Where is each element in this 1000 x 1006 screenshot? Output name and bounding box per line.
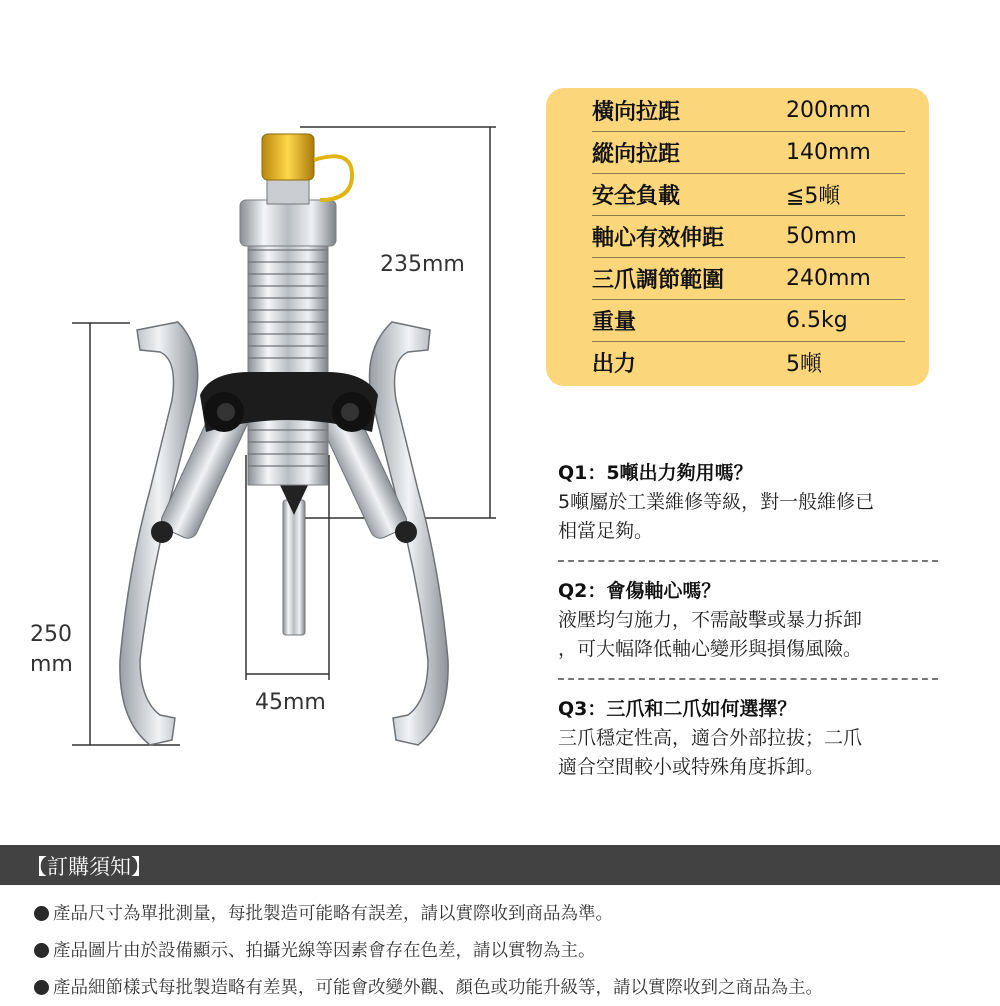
faq-answer-line: 相當足夠。 (558, 520, 654, 542)
faq-answer-line: ，可大幅降低軸心變形與損傷風險。 (558, 638, 863, 660)
spec-value: 5噸 (786, 352, 822, 377)
spec-value: 50mm (786, 224, 857, 249)
bullet-icon (34, 943, 49, 958)
reach-dimension-unit: mm (30, 652, 73, 677)
spec-key: 軸心有效伸距 (592, 226, 725, 251)
faq-answer-line: 液壓均勻施力，不需敲擊或暴力拆卸 (558, 609, 863, 631)
plunger-rod (283, 500, 305, 635)
spec-key: 出力 (592, 352, 637, 377)
faq-divider (558, 560, 938, 562)
faq-item (558, 576, 938, 678)
faq-answer-line: 三爪穩定性高，適合外部拉拔；二爪 (558, 727, 863, 749)
spec-key: 橫向拉距 (592, 100, 681, 125)
spec-row (592, 174, 905, 216)
faq-question: Q1：5噸出力夠用嗎？ (558, 462, 753, 484)
spec-row (592, 132, 905, 174)
faq-question: Q2：會傷軸心嗎？ (558, 580, 721, 602)
spec-value: 240mm (786, 266, 871, 291)
faq-item (558, 458, 938, 560)
spec-key: 縱向拉距 (592, 142, 681, 167)
notice-text: 產品圖片由於設備顯示、拍攝光線等因素會存在色差，請以實物為主。 (53, 940, 596, 961)
bullet-icon (34, 906, 49, 921)
spec-key: 重量 (592, 310, 637, 335)
spec-row (592, 216, 905, 258)
height-dimension-label: 235mm (380, 252, 465, 277)
notice-item (34, 932, 994, 969)
faq-section (558, 458, 938, 796)
spec-table (592, 90, 905, 383)
spec-value: 200mm (786, 98, 871, 123)
oil-cap (262, 134, 352, 204)
spec-row (592, 342, 905, 383)
spec-key: 安全負載 (592, 184, 681, 209)
spec-value: ≦5噸 (786, 184, 841, 209)
hydraulic-cylinder (240, 200, 336, 485)
spec-row (592, 258, 905, 300)
notice-text: 產品細節樣式每批製造略有差異，可能會改變外觀、顏色或功能升級等，請以實際收到之商品為主。 (53, 977, 823, 998)
spec-key: 三爪調節範圍 (592, 268, 725, 293)
faq-question: Q3：三爪和二爪如何選擇？ (558, 698, 797, 720)
faq-divider (558, 678, 938, 680)
bullet-icon (34, 980, 49, 995)
order-notice-list (34, 895, 994, 1006)
notice-item (34, 895, 994, 932)
plunger-width-dimension-label: 45mm (255, 690, 326, 715)
faq-answer-line: 5噸屬於工業維修等級，對一般維修已 (558, 491, 875, 513)
order-notice-title: 【訂購須知】 (26, 855, 152, 879)
faq-item (558, 694, 938, 796)
reach-dimension-label (30, 620, 73, 680)
faq-answer-line: 適合空間較小或特殊角度拆卸。 (558, 756, 825, 778)
spec-row (592, 90, 905, 132)
spec-value: 140mm (786, 140, 871, 165)
spec-value: 6.5kg (786, 308, 848, 333)
notice-item (34, 969, 994, 1006)
notice-text: 產品尺寸為單批測量，每批製造可能略有誤差，請以實際收到商品為準。 (53, 903, 613, 924)
reach-dimension-value: 250 (30, 622, 72, 647)
order-notice-header (0, 845, 1000, 885)
spec-row (592, 300, 905, 342)
